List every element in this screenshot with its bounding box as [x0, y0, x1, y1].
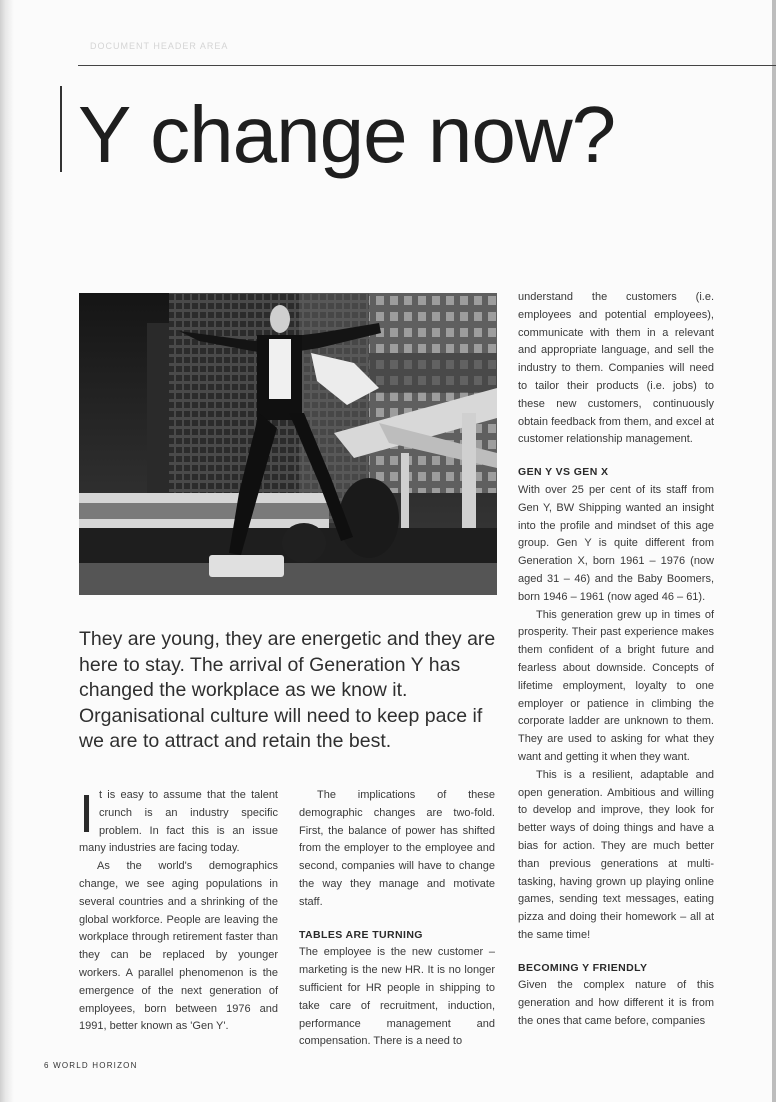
body-column-3	[518, 289, 714, 1031]
section-heading: GEN Y VS GEN X	[518, 466, 609, 479]
drop-cap: I	[79, 784, 95, 844]
body-paragraph: This generation grew up in times of prosperity. Their past experience makes them confident of a bright future and fearless about downside. Concepts of lifetime employment, loyalty to one employer or patience in climbing the corporate ladder are unknown to them. They are used to asking for what they want and getting it when they want.	[518, 608, 714, 763]
body-paragraph: As the world's demographics change, we see aging populations in several countries and a shrinking of the global workforce. People are leaving the workplace through retirement faster than they can be replaced by younger workers. A parallel phenomenon is the emergence of the next generation of employees, born between 1976 and 1991, better known as 'Gen Y'.	[79, 860, 278, 1033]
hero-photo	[79, 293, 497, 595]
body-paragraph: t is easy to assume that the talent crunch is an industry specific problem. In fact this is an issue many industries are facing today.	[79, 789, 278, 855]
publication-name: WORLD HORIZON	[53, 1061, 138, 1070]
page-number: 6	[44, 1061, 50, 1070]
body-column-1	[79, 784, 278, 1036]
page-edge	[772, 0, 776, 1102]
body-paragraph: This is a resilient, adaptable and open generation. Ambitious and willing to develop and improve, they look for better ways of doing things and have a bias for action. They are much better than previous generations at multi-tasking, having grown up playing online games, sending text messages, eating pizza and doing their homework – all at the same time!	[518, 768, 714, 941]
lede-paragraph: They are young, they are energetic and they are here to stay. The arrival of Generation Y has changed the workplace as we know it. Organisational culture will need to keep pace if we are to attract and retain the best.	[79, 628, 496, 752]
section-heading: TABLES ARE TURNING	[299, 928, 423, 941]
body-paragraph: The implications of these demographic changes are two-fold. First, the balance of power has shifted from the employer to the employee and second, companies will have to change the way they manage and motivate staff.	[299, 789, 495, 908]
article-title: Y change now?	[78, 90, 616, 179]
body-column-2	[299, 787, 495, 1051]
body-paragraph: The employee is the new customer – marketing is the new HR. It is no longer sufficient for HR people in shipping to take care of recruitment, induction, performance management and compensation. There is a need to	[299, 946, 495, 1048]
running-head: DOCUMENT HEADER AREA	[90, 41, 229, 51]
page-folio	[44, 1061, 138, 1070]
body-paragraph: With over 25 per cent of its staff from Gen Y, BW Shipping wanted an insight into the profile and mindset of this age group. Gen Y is quite different from Generation X, born 1961 – 1976 (now aged 31 – 46) and the Baby Boomers, born 1946 – 1961 (now aged 46 – 61).	[518, 483, 714, 603]
top-rule	[78, 65, 776, 66]
title-accent-bar	[60, 86, 62, 172]
body-paragraph: understand the customers (i.e. employees and potential employees), communicate with them in a relevant and appropriate language, and sell the industry to them. Companies will need to tailor their products (i.e. jobs) to these new customers, continuously obtain feedback from them, and excel at customer relationship management.	[518, 291, 714, 446]
body-paragraph: Given the complex nature of this generation and how different it is from the ones that came before, companies	[518, 979, 714, 1028]
section-heading: BECOMING Y FRIENDLY	[518, 961, 648, 974]
page-gutter-shadow	[0, 0, 14, 1102]
